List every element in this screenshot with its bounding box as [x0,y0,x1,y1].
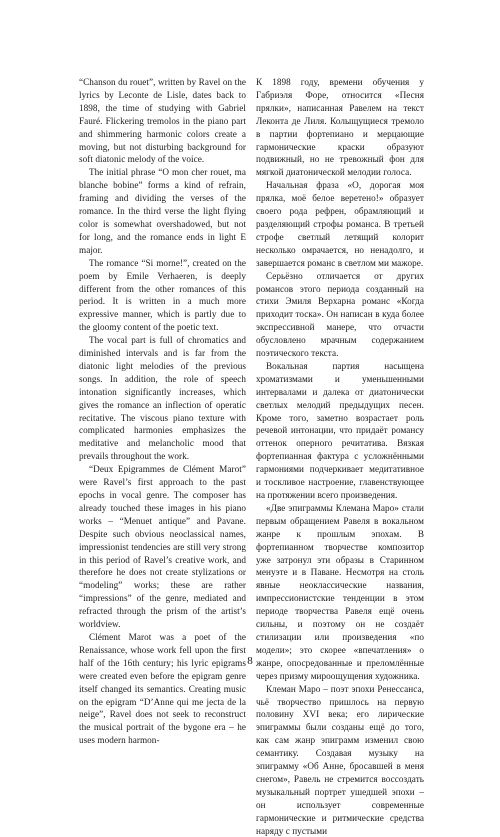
paragraph: The romance “Si morne!”, created on the poem by Emile Verhaeren, is deeply different from the other romances of this period. It is written in a much more expressive manner, which is partly due to the gloomy content of the poetic text. [79,257,246,333]
paragraph: Серьёзно отличается от других романсов этого периода созданный на стихи Эмиля Верхарна романс «Когда приходит тоска». Он написан в куда более экспрессивной манере, что отчасти обусловлено мрачным содержанием поэтического текста. [256,270,424,359]
paragraph: “Deux Epigrammes de Clément Marot” were Ravel’s first approach to the past epochs in vocal genre. The composer has already touched these images in his piano works – “Menuet antique” and Pavane. Despite such obvious neoclassical names, impressionist tendencies are still very strong in this period of Ravel’s creative work, and therefore he does not create stylizations or “modeling” works; these are rather “impressions” of the genre, mediated and refracted through the prism of the artist’s worldview. [79,464,246,630]
paragraph: Clément Marot was a poet of the Renaissance, whose work fell upon the first half of the 16th century; his lyric epigrams were created even before the epigram genre itself changed its semantics. Creating music on the epigram “D’Anne qui me jecta de la neige”, Ravel does not seek to reconstruct the musical portrait of the bygone era – he uses modern harmon- [79,631,246,746]
paragraph: К 1898 году, времени обучения у Габриэля Форе, относится «Песня прялки», написанная Равелем на текст Леконта де Лиля. Колыщущиеся тремоло в партии фортепиано и мерцающие гармонические краски образуют подвижный, но не тревожный фон для мягкой диатонической мелодии голоса. [256,77,424,178]
paragraph: The vocal part is full of chromatics and diminished intervals and is far from the diatonic light melodies of the previous songs. In addition, the role of speech intonation significantly increases, which gives the romance an inflection of operatic recitative. The viscous piano texture with complicated harmonies emphasizes the meditative and melancholic mood that prevails throughout the work. [79,335,246,462]
page-number: 8 [247,655,253,667]
paragraph: «Две эпиграммы Клемана Маро» стали первым обращением Равеля в вокальном жанре к прошлым эпохам. В фортепианном творчестве композитор уже затронул эти образы в Старинном менуэте и в Паване. Несмотря на столь явные неоклассические названия, импрессионистские тенденции в этом периоде творчества Равеля ещё очень сильны, и поэтому он не создаёт стилизации или произведения «по модели»; это скорее «впечатления» о жанре, опосредованные и преломлённые через призму мироощущения художника. [256,502,424,681]
paragraph: Клеман Маро – поэт эпохи Ренессанса, чьё творчество пришлось на первую половину XVI века; его лирические эпиграммы были созданы ещё до того, как сам жанр эпиграмм изменил свою семантику. Создавая музыку на эпиграмму «Об Анне, бросавшей в меня снегом», Равель не стремится воссоздать музыкальный портрет ушедшей эпохи – он использует современные гармонические и ритмические средства наряду с пустыми [256,683,424,836]
paragraph: The initial phrase “O mon cher rouet, ma blanche bobine” forms a kind of refrain, framing and dividing the verses of the romance. In the third verse the light flying color is somewhat overshadowed, but not for long, and the romance ends in light E major. [79,167,246,255]
paragraph: Начальная фраза «О, дорогая моя прялка, моё белое веретено!» образует своего рода рефрен, обрамляющий и разделяющий строфы романса. В третьей строфе светлый летящий колорит несколько омрачается, но ненадолго, и завершается романс в светлом ми мажоре. [256,180,424,268]
russian-text-column [256,76,424,837]
english-text-column [79,76,246,747]
paragraph: “Chanson du rouet”, written by Ravel on the lyrics by Leconte de Lisle, dates back to 1898, the time of studying with Gabriel Fauré. Flickering tremolos in the piano part and shimmering harmonic colors create a moving, but not disturbing background for soft diatonic melody of the voice. [79,77,246,165]
paragraph: Вокальная партия насыщена хроматизмами и уменьшенными интервалами и далека от диатонически светлых мелодий предыдущих песен. Кроме того, заметно возрастает роль речевой интонации, что придаёт романсу оттенок оперного речитатива. Вязкая фортепианная фактура с усложнёнными гармониями подчеркивает медитативное и тоскливое настроение, главенствующее на протяжении всего произведения. [256,360,424,500]
